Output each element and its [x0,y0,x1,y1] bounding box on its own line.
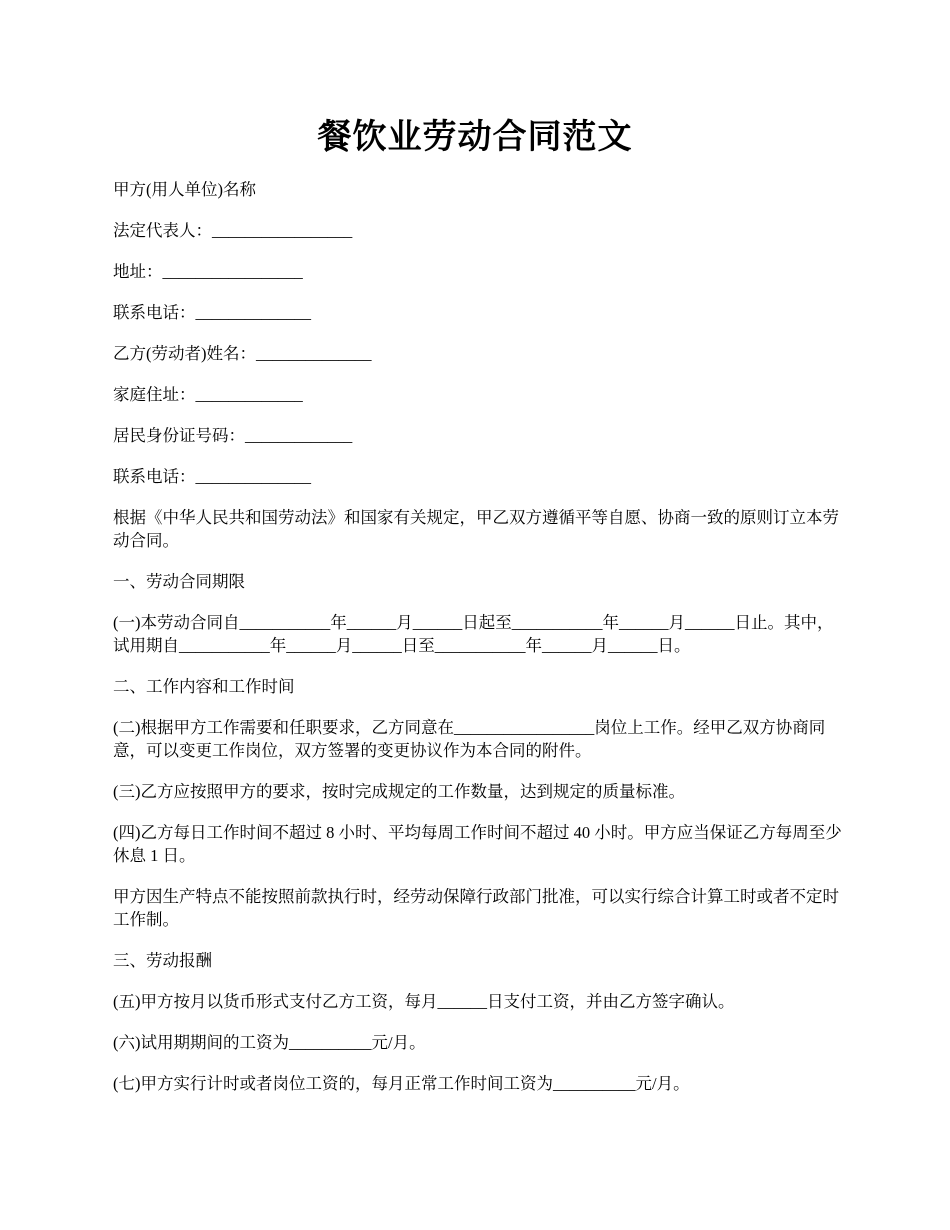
clause-3-work-quantity: (三)乙方应按照甲方的要求，按时完成规定的工作数量，达到规定的质量标准。 [113,782,685,801]
party-b-phone-line: 联系电话：______________ [113,467,311,486]
section-heading-work-content: 二、工作内容和工作时间 [113,677,295,696]
section-heading-remuneration: 三、劳动报酬 [113,951,212,970]
party-a-address-line: 地址：_________________ [113,262,303,281]
clause-6-probation-salary: (六)试用期期间的工资为__________元/月。 [113,1033,426,1052]
clause-2-position: (二)根据甲方工作需要和任职要求，乙方同意在_________________岗位上工作。经甲乙双方协商同意，可以变更工作岗位，双方签署的变更协议作为本合同的附件。 [113,718,826,760]
preamble-paragraph: 根据《中华人民共和国劳动法》和国家有关规定，甲乙双方遵循平等自愿、协商一致的原则订立本劳动合同。 [113,508,839,550]
clause-7-regular-salary: (七)甲方实行计时或者岗位工资的，每月正常工作时间工资为__________元/月。 [113,1074,690,1093]
legal-representative-line: 法定代表人：_________________ [113,221,353,240]
clause-4-working-hours: (四)乙方每日工作时间不超过 8 小时、平均每周工作时间不超过 40 小时。甲方应当保证乙方每周至少休息 1 日。 [113,823,842,865]
clause-5-payment-method: (五)甲方按月以货币形式支付乙方工资，每月______日支付工资，并由乙方签字确认。 [113,992,735,1011]
section-heading-contract-term: 一、劳动合同期限 [113,572,245,591]
party-b-id-number-line: 居民身份证号码：_____________ [113,426,353,445]
page-title: 餐饮业劳动合同范文 [317,117,633,157]
clause-1-contract-term: (一)本劳动合同自___________年______月______日起至___________年______月______日止。其中，试用期自___________年______月______日至___________年______月______日。 [113,613,834,655]
party-b-home-address-line: 家庭住址：_____________ [113,385,303,404]
party-a-name-line: 甲方(用人单位)名称 [113,180,256,199]
document-body [113,178,843,1113]
clause-4-exception-paragraph: 甲方因生产特点不能按照前款执行时，经劳动保障行政部门批准，可以实行综合计算工时或者不定时工作制。 [113,887,839,929]
party-a-phone-line: 联系电话：______________ [113,303,311,322]
party-b-name-line: 乙方(劳动者)姓名：______________ [113,344,372,363]
